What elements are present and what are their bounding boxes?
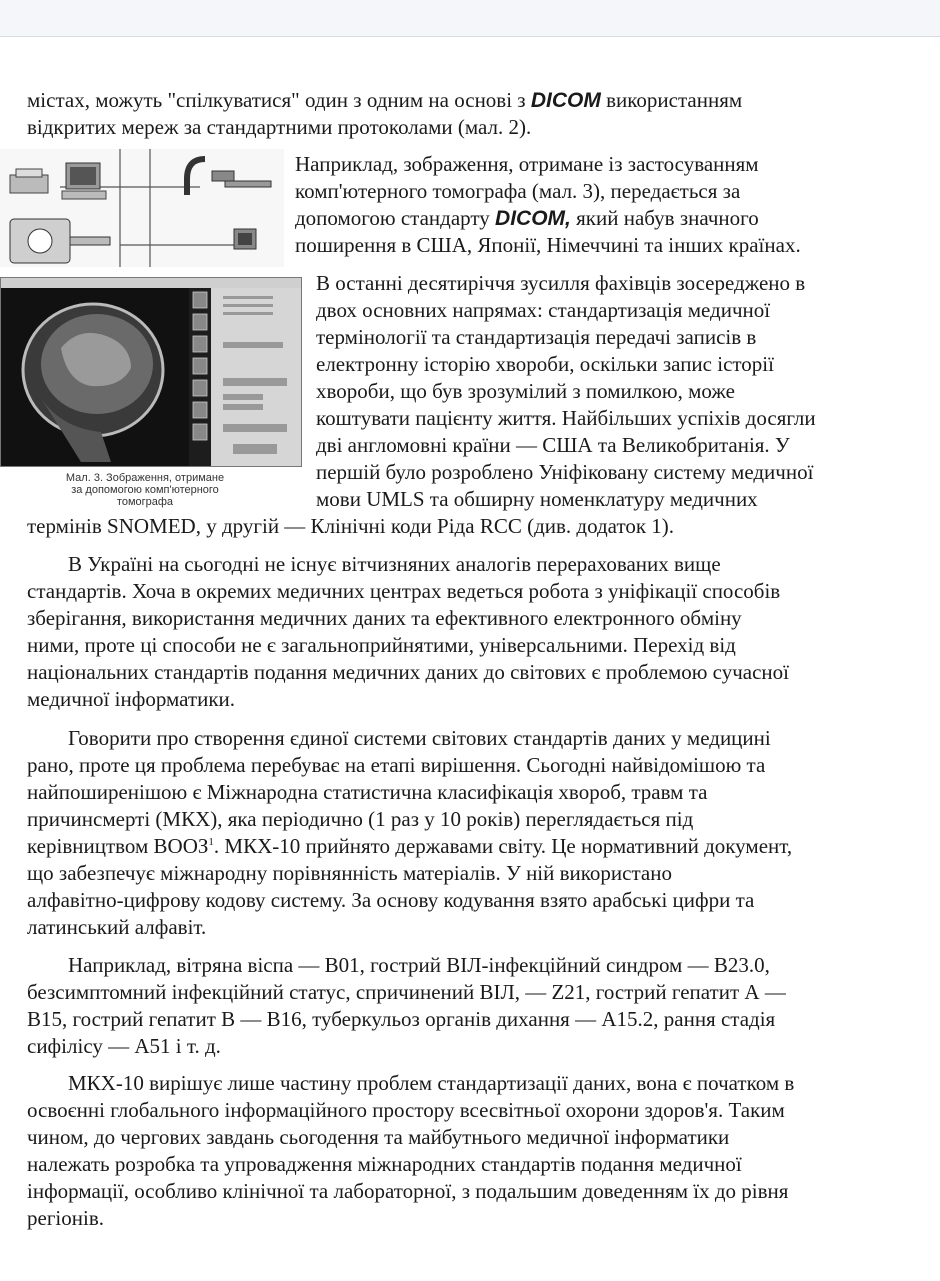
text-line: комп'ютерного томографа (мал. 3), передається за <box>295 179 741 203</box>
text-line: ними, проте ці способи не є загальноприйнятими, універсальними. Перехід від <box>27 633 736 657</box>
text-line: термінології та стандартизація передачі записів в <box>316 325 757 349</box>
text-line: медичної інформатики. <box>27 687 236 711</box>
caption-line: Мал. 3. Зображення, отримане <box>65 472 225 484</box>
text-line: латинський алфавіт. <box>27 915 207 939</box>
text-line: двох основних напрямах: стандартизація медичної <box>316 298 771 322</box>
text-line: регіонів. <box>27 1206 105 1230</box>
text-line: В Україні на сьогодні не існує вітчизняних аналогів перерахованих вище <box>68 552 721 576</box>
text-line: містах, можуть "спілкуватися" один з одним на основі з DICOM використанням <box>27 88 743 112</box>
text-line: зберігання, використання медичних даних та ефективного електронного обміну <box>27 606 742 630</box>
text-line: рано, проте ця проблема перебуває на етапі вирішення. Сьогодні найвідомішою та <box>27 753 766 777</box>
text-line: алфавітно-цифрову кодову систему. За основу кодування взято арабські цифри та <box>27 888 755 912</box>
text-line: найпоширенішою є Міжнародна статистична класифікація хвороб, травм та <box>27 780 708 804</box>
text-line: відкритих мереж за стандартними протоколами (мал. 2). <box>27 115 532 139</box>
text-line: Наприклад, вітряна віспа — В01, гострий ВІЛ-інфекційний синдром — В23.0, <box>68 953 770 977</box>
text-line: поширення в США, Японії, Німеччині та інших країнах. <box>295 233 801 257</box>
text-line: першій було розроблено Уніфіковану систему медичної <box>316 460 814 484</box>
text-line: чином, до чергових завдань сьогодення та майбутнього медичної інформатики <box>27 1125 730 1149</box>
text-line: дві англомовні країни — США та Великобританія. У <box>316 433 790 457</box>
footnote-marker: 1 <box>208 836 214 848</box>
text-line: керівництвом ВООЗ$^1$. МКХ-10 прийнято державами світу. Це нормативний документ, <box>27 834 793 858</box>
dicom-keyword: DICOM, <box>495 207 571 230</box>
text-line: електронну історію хвороби, оскільки запис історії <box>316 352 774 376</box>
text-line: хвороби, що був зрозумілий з помилкою, може <box>316 379 735 403</box>
text-line: безсимптомний інфекційний статус, спричинений ВІЛ, — Z21, гострий гепатит А — <box>27 980 786 1004</box>
text-line: причинсмерті (МКХ), яка періодично (1 раз у 10 років) переглядається під <box>27 807 694 831</box>
text-line: інформації, особливо клінічної та лабораторної, з подальшим доведенням їх до рівня <box>27 1179 789 1203</box>
text-line: що забезпечує міжнародну порівнянність матеріалів. У ній використано <box>27 861 672 885</box>
text-line: Наприклад, зображення, отримане із застосуванням <box>295 152 759 176</box>
text-line: термінів SNOMED, у другій — Клінічні коди Ріда RCC (див. додаток 1). <box>27 514 675 538</box>
text-line: освоєнні глобального інформаційного простору всесвітньої охорони здоров'я. Таким <box>27 1098 785 1122</box>
dicom-keyword: DICOM <box>530 89 601 112</box>
document-page <box>0 37 940 1281</box>
text-line: В15, гострий гепатит В — В16, туберкульоз органів дихання — А15.2, рання стадія <box>27 1007 776 1031</box>
text-line: національних стандартів подання медичних даних до світових є проблемою сучасної <box>27 660 789 684</box>
text-line: В останні десятиріччя зусилля фахівців зосереджено в <box>316 271 806 295</box>
text-line: сифілісу — А51 і т. д. <box>27 1034 221 1058</box>
text-line: Говорити про створення єдиної системи світових стандартів даних у медицині <box>68 726 771 750</box>
text-line: коштувати пацієнту життя. Найбільших успіхів досягли <box>316 406 816 430</box>
text-line: належать розробка та упровадження міжнародних стандартів подання медичної <box>27 1152 742 1176</box>
text-line: мови UMLS та обширну номенклатуру медичних <box>316 487 758 511</box>
text-line: допомогою стандарту DICOM, який набув значного <box>295 206 759 230</box>
text-line: МКХ-10 вирішує лише частину проблем стандартизації даних, вона є початком в <box>68 1071 795 1095</box>
figure-caption <box>30 472 260 508</box>
text-line: стандартів. Хоча в окремих медичних центрах ведеться робота з уніфікації способів <box>27 579 781 603</box>
caption-line: за допомогою комп'ютерного <box>71 484 219 496</box>
ct-scan-image <box>0 277 302 467</box>
network-diagram-image <box>0 149 284 267</box>
caption-line: томографа <box>116 496 174 508</box>
viewer-toolbar <box>0 0 940 37</box>
